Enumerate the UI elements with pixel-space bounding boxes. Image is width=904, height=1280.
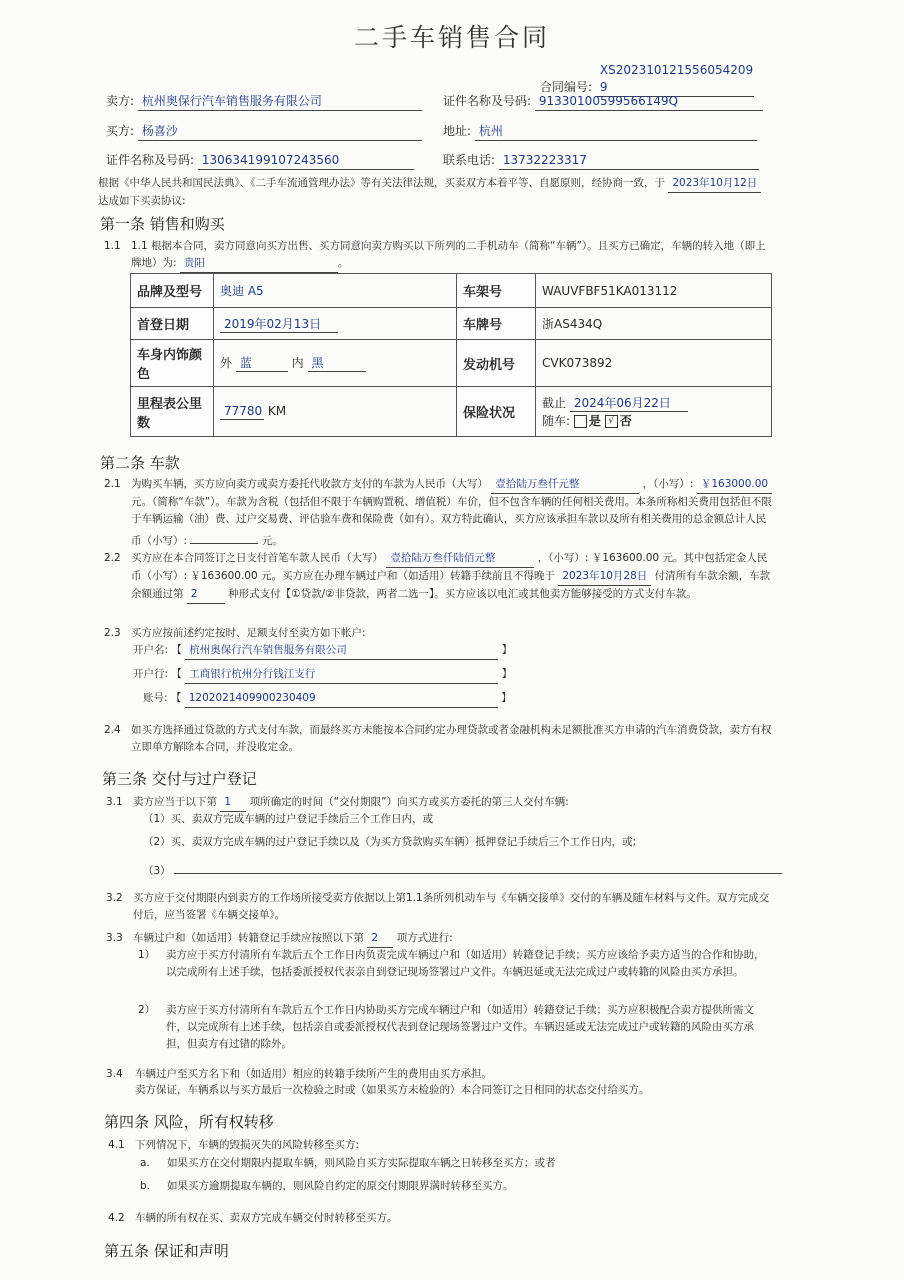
contract-title: 二手车销售合同 xyxy=(353,23,550,52)
account-number-label: 账号: 【 xyxy=(143,692,182,704)
clause-3-1-a: 卖方应当于以下第 xyxy=(133,796,217,808)
plate-label: 车牌号 xyxy=(457,308,536,340)
clause-4-1-a-num: a. xyxy=(140,1157,150,1169)
clause-3-1-num: 3.1 xyxy=(106,796,123,808)
clause-3-3-1-text: 卖方应于买方付清所有车款后五个工作日内负责完成车辆过户和（如适用）转籍登记手续；买方应该给予卖方适当的合作和协助，以完成所有上述手续，包括委派授权代表亲自到登记现场签署过户文件。车辆迟延或无法完成过户或转籍的风险由买方承担。 xyxy=(166,949,765,978)
clause-3-2-num: 3.2 xyxy=(106,892,123,904)
first-payment-chinese: 壹拾陆万叁仟陆佰元整 xyxy=(386,550,534,568)
clause-3-1-option-1: （1）买、卖双方完成车辆的过户登记手续后三个工作日内，或 xyxy=(143,813,434,825)
clause-2-2-num: 2.2 xyxy=(104,552,121,564)
clause-2-2-b: ，（小写）: ￥163600.00 xyxy=(537,552,660,564)
clause-2-3-text: 买方应按前述约定按时、足额支付至卖方如下帐户: xyxy=(131,627,366,639)
account-name: 杭州奥保行汽车销售服务有限公司 xyxy=(185,642,498,660)
clause-2-2 xyxy=(131,550,773,604)
intro-text: 根据《中华人民共和国民法典》、《二手车流通管理办法》等有关法律法规，买卖双方本着平等、自愿原则，经协商一致，于 xyxy=(98,177,665,189)
clause-3-1-option-3-label: （3） xyxy=(143,865,171,877)
clause-4-1-text: 下列情况下，车辆的毁损灭失的风险转移至买方: xyxy=(135,1139,360,1151)
phone-label: 联系电话: xyxy=(443,153,496,167)
clause-3-1-option-2: （2）买、卖双方完成车辆的过户登记手续以及（为买方贷款购买车辆）抵押登记手续后三个工作日内，或; xyxy=(143,836,637,848)
phone-row xyxy=(443,152,759,170)
insurance-until-label: 截止 xyxy=(542,396,567,410)
buyer-name: 杨喜沙 xyxy=(138,123,422,141)
insurance-with-label: 随车: xyxy=(542,414,571,428)
clause-1-1: 1.1 根据本合同，卖方同意向买方出售、买方同意向卖方购买以下所列的二手机动车（简称“车辆”）。且买方已确定，车辆的转入地（即上牌地）为: 贵阳 。 xyxy=(131,238,771,273)
article-4-heading: 第四条 风险，所有权转移 xyxy=(104,1113,274,1131)
clause-1-1-num: 1.1 xyxy=(104,240,121,252)
intro-end: 达成如下买卖协议: xyxy=(98,195,186,207)
insurance-yes-label: 是 xyxy=(588,414,601,428)
account-number: 1202021409900230409 xyxy=(185,690,498,708)
address-label: 地址: xyxy=(443,124,472,138)
clause-2-2-d: 元。买方应在办理车辆过户和（如适用）转籍手续前且不得晚于 xyxy=(261,570,555,582)
transfer-city: 贵阳 xyxy=(180,255,338,273)
bracket-close: 】 xyxy=(501,692,512,704)
bracket-close: 】 xyxy=(501,644,513,656)
color-out-value: 蓝 xyxy=(236,354,288,372)
clause-3-3-2-num: 2） xyxy=(138,1004,156,1016)
clause-4-2-text: 车辆的所有权在买、卖双方完成车辆交付时转移至买方。 xyxy=(135,1212,398,1224)
insurance-no-label: 否 xyxy=(619,414,632,428)
seller-row xyxy=(106,93,422,111)
mileage-value: 77780 xyxy=(220,404,264,420)
buyer-row xyxy=(106,123,422,141)
clause-3-1-b: 项所确定的时间（“交付期限”）向买方或买方委托的第三人交付车辆: xyxy=(249,796,569,808)
clause-2-1-a: 为购买车辆，买方应向卖方或卖方委托代收款方支付的车款为人民币（大写） xyxy=(131,478,488,490)
clause-4-2-num: 4.2 xyxy=(108,1212,125,1224)
clause-2-1-num: 2.1 xyxy=(104,478,121,490)
clause-2-4-text: 如买方选择通过贷款的方式支付车款，而最终买方未能按本合同约定办理贷款或者金融机构未足额批准买方申请的汽车消费贷款，卖方有权立即单方解除本合同，并没收定金。 xyxy=(131,724,772,753)
account-name-label: 开户名: 【 xyxy=(133,644,182,656)
color-label: 车身内饰颜色 xyxy=(131,340,214,387)
insurance-label: 保险状况 xyxy=(457,387,536,437)
clause-4-1-num: 4.1 xyxy=(108,1139,125,1151)
clause-2-2-f: 种形式支付【①贷款/②非贷款，两者二选一】。买方应该以电汇或其他卖方能够接受的方式支付车款。 xyxy=(228,588,697,600)
buyer-address: 杭州 xyxy=(475,123,757,141)
clause-3-3-a: 车辆过户和（如适用）转籍登记手续应按照以下第 xyxy=(133,932,364,944)
brand-label: 品牌及型号 xyxy=(131,274,214,308)
clause-3-3-1-num: 1） xyxy=(138,949,156,961)
seller-id: 91330100599566149Q xyxy=(535,93,763,111)
option-3-blank xyxy=(174,858,782,874)
reg-date-label: 首登日期 xyxy=(131,308,214,340)
bracket-close: 】 xyxy=(501,668,513,680)
buyer-id-label: 证件名称及号码: xyxy=(106,153,195,167)
mileage-label: 里程表公里数 xyxy=(131,387,214,437)
contract-number-value: XS202310121556054209​9 xyxy=(596,62,754,97)
insurance-no-checkbox[interactable]: √ xyxy=(605,415,618,428)
total-amount-blank xyxy=(190,528,258,544)
clause-4-1-a-text: 如果买方在交付期限内提取车辆，则风险自买方实际提取车辆之日转移至买方；或者 xyxy=(167,1157,556,1169)
account-name-row xyxy=(133,642,512,660)
engine-value: CVK073892 xyxy=(536,340,772,387)
clause-3-1-option-3 xyxy=(143,858,782,880)
clause-4-1-b-text: 如果买方逾期提取车辆的，则风险自约定的原交付期限界满时转移至买方。 xyxy=(167,1180,514,1192)
clause-3-4-num: 3.4 xyxy=(106,1068,123,1080)
vin-value: WAUVFBF51KA013112 xyxy=(536,274,772,308)
buyer-phone: 13732223317 xyxy=(499,152,759,170)
vin-label: 车架号 xyxy=(457,274,536,308)
account-number-row xyxy=(143,690,512,708)
intro-date: 2023年10月12日 xyxy=(668,175,761,193)
transfer-option-no: 2 xyxy=(367,930,393,948)
clause-2-1 xyxy=(131,476,773,550)
contract-number xyxy=(540,62,754,97)
reg-date-value: 2019年02月13日 xyxy=(220,315,338,333)
clause-2-2-c: 元。其中包括定金人民币（小写）: ￥163600.00 xyxy=(131,552,768,582)
insurance-until-date: 2024年06月22日 xyxy=(570,394,688,412)
clause-1-1-text: 1.1 根据本合同，卖方同意向买方出售、买方同意向卖方购买以下所列的二手机动车（简称“车辆”）。且买方已确定，车辆的转入地（即上牌地）为: xyxy=(131,240,766,269)
address-row xyxy=(443,123,757,141)
seller-id-row xyxy=(443,93,763,111)
clause-2-1-d: 元。 xyxy=(261,535,283,547)
color-in-value: 黑 xyxy=(308,354,366,372)
price-chinese: 壹拾陆万叁仟元整 xyxy=(491,476,639,494)
article-1-heading: 第一条 销售和购买 xyxy=(100,215,225,233)
clause-3-1 xyxy=(133,794,569,812)
clause-2-1-c: 元。（简称“车款”）。车款为含税（包括但不限于车辆购置税、增值税）车价，但不包含车辆的任何相关费用。本条所称相关费用包括但不限于车辆运输（油）费、过户交易费、评估验车费和保险费（如有）。双方特此确认，买方应该承担车款以及所有相关费用的总金额总计人民币（小写）: xyxy=(131,496,772,547)
balance-due-date: 2023年10月28日 xyxy=(558,568,651,586)
intro-paragraph xyxy=(98,175,774,210)
clause-2-3-num: 2.3 xyxy=(104,627,121,639)
mileage-unit: KM xyxy=(267,403,287,418)
clause-2-2-e: 付清所有车款余额，车款余额通过第 xyxy=(131,570,771,600)
delivery-option-no: 1 xyxy=(220,794,246,812)
clause-3-4-b: 卖方保证，车辆系以与买方最后一次检验之时或（如果买方未检验的）本合同签订之日相同的状态交付给买方。 xyxy=(135,1084,650,1096)
brand-value: 奥迪 A5 xyxy=(214,274,457,308)
clause-3-3-2-text: 卖方应于买方付清所有车款后五个工作日内协助买方完成车辆过户和（如适用）转籍登记手续；买方应积极配合卖方提供所需文件，以完成所有上述手续，包括亲自或委派授权代表到登记现场签署过户文件。车辆迟延或无法完成过户或转籍的风险由买方承担，但卖方有过错的除外。 xyxy=(166,1004,754,1050)
color-in-label: 内 xyxy=(291,356,304,370)
buyer-id-row xyxy=(106,152,414,170)
insurance-yes-checkbox[interactable] xyxy=(574,415,587,428)
clause-4-1-b-num: b. xyxy=(140,1180,151,1192)
article-3-heading: 第三条 交付与过户登记 xyxy=(102,770,257,788)
bank-label: 开户行: 【 xyxy=(133,668,182,680)
buyer-label: 买方: xyxy=(106,124,135,138)
clause-2-4-num: 2.4 xyxy=(104,724,121,736)
contract-number-label: 合同编号: xyxy=(540,80,593,94)
engine-label: 发动机号 xyxy=(457,340,536,387)
clause-3-3-b: 项方式进行: xyxy=(396,932,453,944)
seller-id-label: 证件名称及号码: xyxy=(443,94,532,108)
clause-2-1-b: ，（小写）: xyxy=(642,478,694,490)
clause-3-2-text: 买方应于交付期限内到卖方的工作场所接受卖方依据以上第1.1条所列机动车与《车辆交接单》交付的车辆及随车材料与文件。双方完成交付后，应当签署《车辆交接单》。 xyxy=(133,892,770,921)
clause-2-2-a: 买方应在本合同签订之日支付首笔车款人民币（大写） xyxy=(131,552,383,564)
bank-row xyxy=(133,666,512,684)
clause-3-4-a: 车辆过户至买方名下和（如适用）相应的转籍手续所产生的费用由买方承担。 xyxy=(135,1068,492,1080)
buyer-id: 130634199107243560 xyxy=(198,152,414,170)
color-out-label: 外 xyxy=(220,356,233,370)
seller-name: 杭州奥保行汽车销售服务有限公司 xyxy=(138,93,422,111)
plate-value: 浙AS434Q xyxy=(536,308,772,340)
price-numeric: ￥163000.00 xyxy=(697,476,772,494)
clause-3-3 xyxy=(133,930,453,948)
clause-3-3-num: 3.3 xyxy=(106,932,123,944)
bank-name: 工商银行杭州分行钱江支行 xyxy=(185,666,498,684)
vehicle-info-table xyxy=(130,273,772,437)
article-2-heading: 第二条 车款 xyxy=(100,454,180,472)
seller-label: 卖方: xyxy=(106,94,135,108)
article-5-heading: 第五条 保证和声明 xyxy=(104,1242,229,1260)
payment-method-no: 2 xyxy=(187,586,225,604)
